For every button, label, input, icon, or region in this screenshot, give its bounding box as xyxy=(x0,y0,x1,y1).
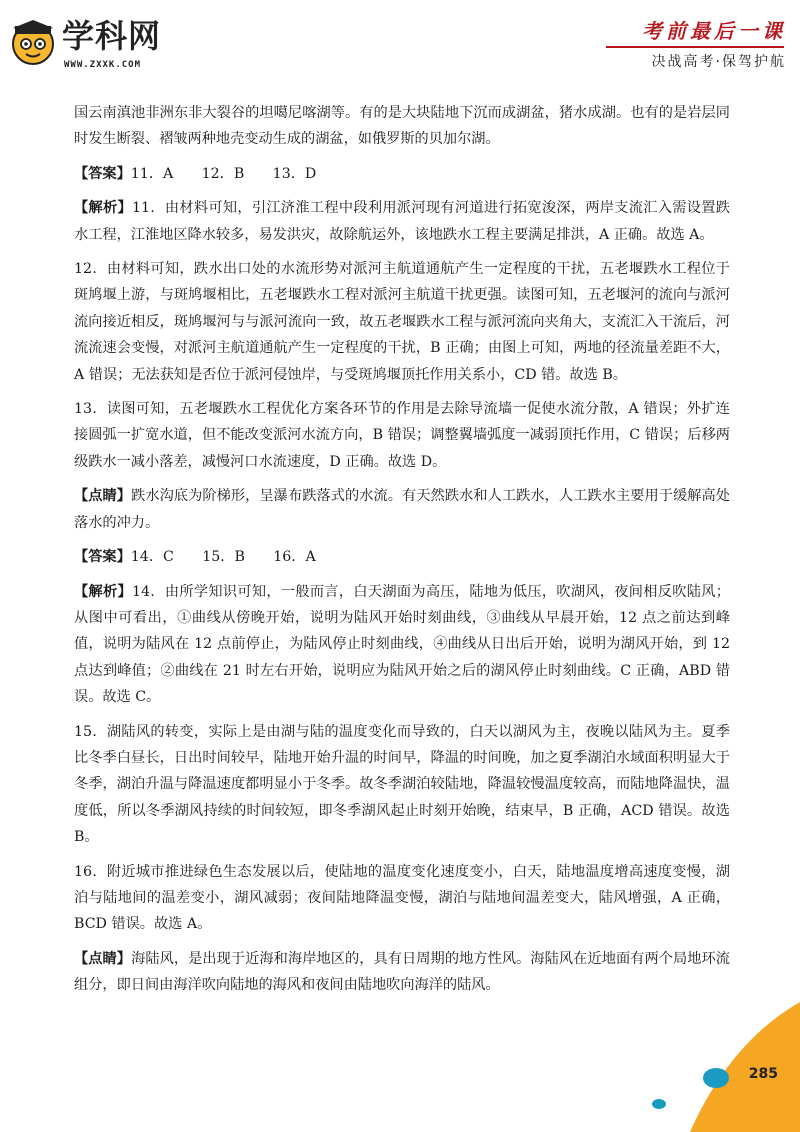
paragraph: 15．湖陆风的转变，实际上是由湖与陆的温度变化而导致的，白天以湖风为主，夜晚以陆风为主。夏季比冬季白昼长，日出时间较早，陆地开始升温的时间早，降温的时间晚，加之夏季湖泊水域面积明显大于冬季，湖泊升温与降温速度都明显小于冬季。故冬季湖泊较陆地，降温较慢温度较高，而陆地降温快，温度低，所以冬季湖风持续的时间较短，即冬季湖风起止时刻开始晚，结束早，B 正确，ACD 错误。故选 B。 xyxy=(74,723,730,846)
paragraph: 12．由材料可知，跌水出口处的水流形势对派河主航道通航产生一定程度的干扰，五老堰跌水工程位于斑鸠堰上游，与斑鸠堰相比，五老堰跌水工程对派河主航道干扰更强。读图可知，五老堰河的流向与派河流向接近相反，斑鸠堰河与与派河流向一致，故五老堰跌水工程与派河流向夹角大，支流汇入干流后，河流流速会变慢，对派河主航道通航产生一定程度的干扰，B 正确；由图上可知，两地的径流量差距不大，A 错误；无法获知是否位于派河侵蚀岸，与受斑鸠堰顶托作用关系小，CD 错。故选 B。 xyxy=(74,261,730,383)
answer-line: 【答案】14．C 15．B 16．A xyxy=(74,549,316,566)
logo-text: 学科网 xyxy=(62,17,162,55)
paragraph: 国云南滇池非洲东非大裂谷的坦噶尼喀湖等。有的是大块陆地下沉而成湖盆，猪水成湖。也有的是岩层同时发生断裂、褶皱两种地壳变动生成的湖盆，如俄罗斯的贝加尔湖。 xyxy=(74,105,730,148)
answer-line: 【答案】11．A 12．B 13．D xyxy=(74,165,317,182)
site-logo[interactable] xyxy=(10,14,180,74)
answer-tag: 【答案】 xyxy=(74,549,131,566)
tip-paragraph: 【点睛】跌水沟底为阶梯形，呈瀑布跌落式的水流。有天然跌水和人工跌水，人工跌水主要用于缓解高处落水的冲力。 xyxy=(74,488,730,531)
logo-url: WWW.ZXXK.COM xyxy=(64,60,142,70)
mascot-icon xyxy=(10,20,56,66)
brand-title: 考前最后一课 xyxy=(642,19,786,43)
analysis-paragraph: 【解析】14．由所学知识可知，一般而言，白天湖面为高压，陆地为低压，吹湖风，夜间相反吹陆风；从图中可看出，①曲线从傍晚开始，说明为陆风开始时刻曲线，③曲线从早晨开始，12 点之前达到峰值，说明为陆风在 12 点前停止，为陆风停止时刻曲线，④曲线从日出后开始，说明为湖风开始，到 12 点达到峰值；②曲线在 21 时左右开始，说明应为陆风开始之后的湖风停止时刻曲线。C 正确，ABD 错误。故选 C。 xyxy=(74,583,730,706)
paragraph: 16．附近城市推进绿色生态发展以后，使陆地的温度变化速度变小，白天，陆地温度增高速度变慢，湖泊与陆地间的温差变小，湖风减弱；夜间陆地降温变慢，湖泊与陆地间温差变大，陆风增强，A 正确，BCD 错误。故选 A。 xyxy=(74,863,730,933)
answer-tag: 【答案】 xyxy=(74,165,131,182)
paragraph: 13．读图可知，五老堰跌水工程优化方案各环节的作用是去除导流墙一促使水流分散，A 错误；外扩连接圆弧一扩宽水道，但不能改变派河水流方向，B 错误；调整翼墙弧度一减弱顶托作用，C 错误；后移两级跌水一减小落差，减慢河口水流速度，D 正确。故选 D。 xyxy=(74,401,730,470)
page-number: 285 xyxy=(748,1066,778,1082)
brand-divider xyxy=(606,46,784,48)
brand-block xyxy=(642,18,786,72)
tip-tag: 【点睛】 xyxy=(74,950,132,967)
analysis-tag: 【解析】 xyxy=(74,583,132,600)
tip-paragraph: 【点睛】海陆风，是出现于近海和海岸地区的，具有日周期的地方性风。海陆风在近地面有两个局地环流组分，即日间由海洋吹向陆地的海风和夜间由陆地吹向海洋的陆风。 xyxy=(74,950,730,994)
analysis-tag: 【解析】 xyxy=(74,200,132,217)
analysis-paragraph: 【解析】11．由材料可知，引江济淮工程中段利用派河现有河道进行拓宽浚深，两岸支流汇入需设置跌水工程，江淮地区降水较多，易发洪灾，故除航运外，该地跌水工程主要满足排洪，A 正确。故选 A。 xyxy=(74,200,730,243)
tip-tag: 【点睛】 xyxy=(74,488,132,505)
document-body xyxy=(74,100,730,1007)
page-header xyxy=(0,0,800,86)
brand-subtitle: 决战高考·保驾护航 xyxy=(651,54,786,70)
